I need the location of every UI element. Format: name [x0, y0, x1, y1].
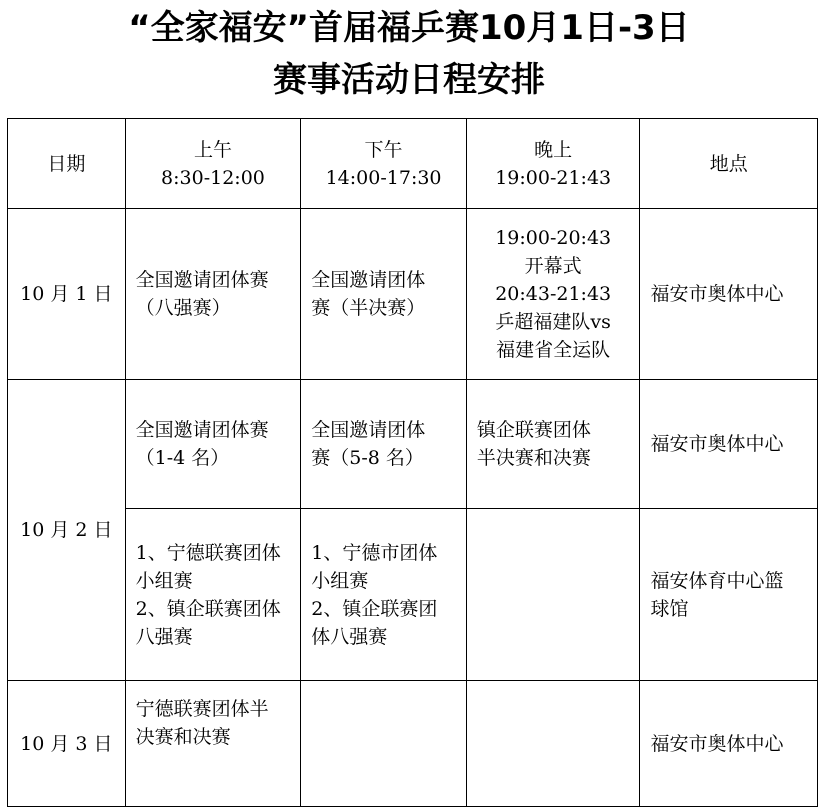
cell-morning: 全国邀请团体赛 （1-4 名）: [125, 380, 301, 509]
header-date: 日期: [8, 119, 126, 209]
table-row: [8, 681, 818, 807]
schedule-table: [7, 118, 818, 807]
cell-venue: 福安市奥体中心: [640, 681, 818, 807]
document-subtitle: 赛事活动日程安排: [273, 60, 545, 100]
cell-venue: 福安市奥体中心: [640, 209, 818, 380]
cell-date: 10 月 3 日: [8, 681, 126, 807]
cell-afternoon: 全国邀请团体 赛（5-8 名）: [301, 380, 467, 509]
table-row: [8, 509, 818, 681]
cell-afternoon: 全国邀请团体 赛（半决赛）: [301, 209, 467, 380]
cell-evening: 19:00-20:43 开幕式 20:43-21:43 乒超福建队vs 福建省全运队: [466, 209, 640, 380]
cell-date: 10 月 2 日: [8, 380, 126, 681]
cell-afternoon: 1、宁德市团体 小组赛 2、镇企联赛团 体八强赛: [301, 509, 467, 681]
header-evening: 晚上 19:00-21:43: [466, 119, 640, 209]
cell-morning: 全国邀请团体赛 （八强赛）: [125, 209, 301, 380]
header-venue: 地点: [640, 119, 818, 209]
cell-venue: 福安市奥体中心: [640, 380, 818, 509]
cell-evening: 镇企联赛团体 半决赛和决赛: [466, 380, 640, 509]
document-title: “全家福安”首届福乒赛10月1日-3日: [128, 8, 690, 48]
cell-afternoon: [301, 681, 467, 807]
cell-evening: [466, 681, 640, 807]
table-row: [8, 380, 818, 509]
cell-morning: 宁德联赛团体半 决赛和决赛: [125, 681, 301, 807]
header-morning: 上午 8:30-12:00: [125, 119, 301, 209]
header-afternoon: 下午 14:00-17:30: [301, 119, 467, 209]
cell-date: 10 月 1 日: [8, 209, 126, 380]
cell-venue: 福安体育中心篮 球馆: [640, 509, 818, 681]
cell-evening: [466, 509, 640, 681]
table-header-row: [8, 119, 818, 209]
cell-morning: 1、宁德联赛团体 小组赛 2、镇企联赛团体 八强赛: [125, 509, 301, 681]
table-row: [8, 209, 818, 380]
